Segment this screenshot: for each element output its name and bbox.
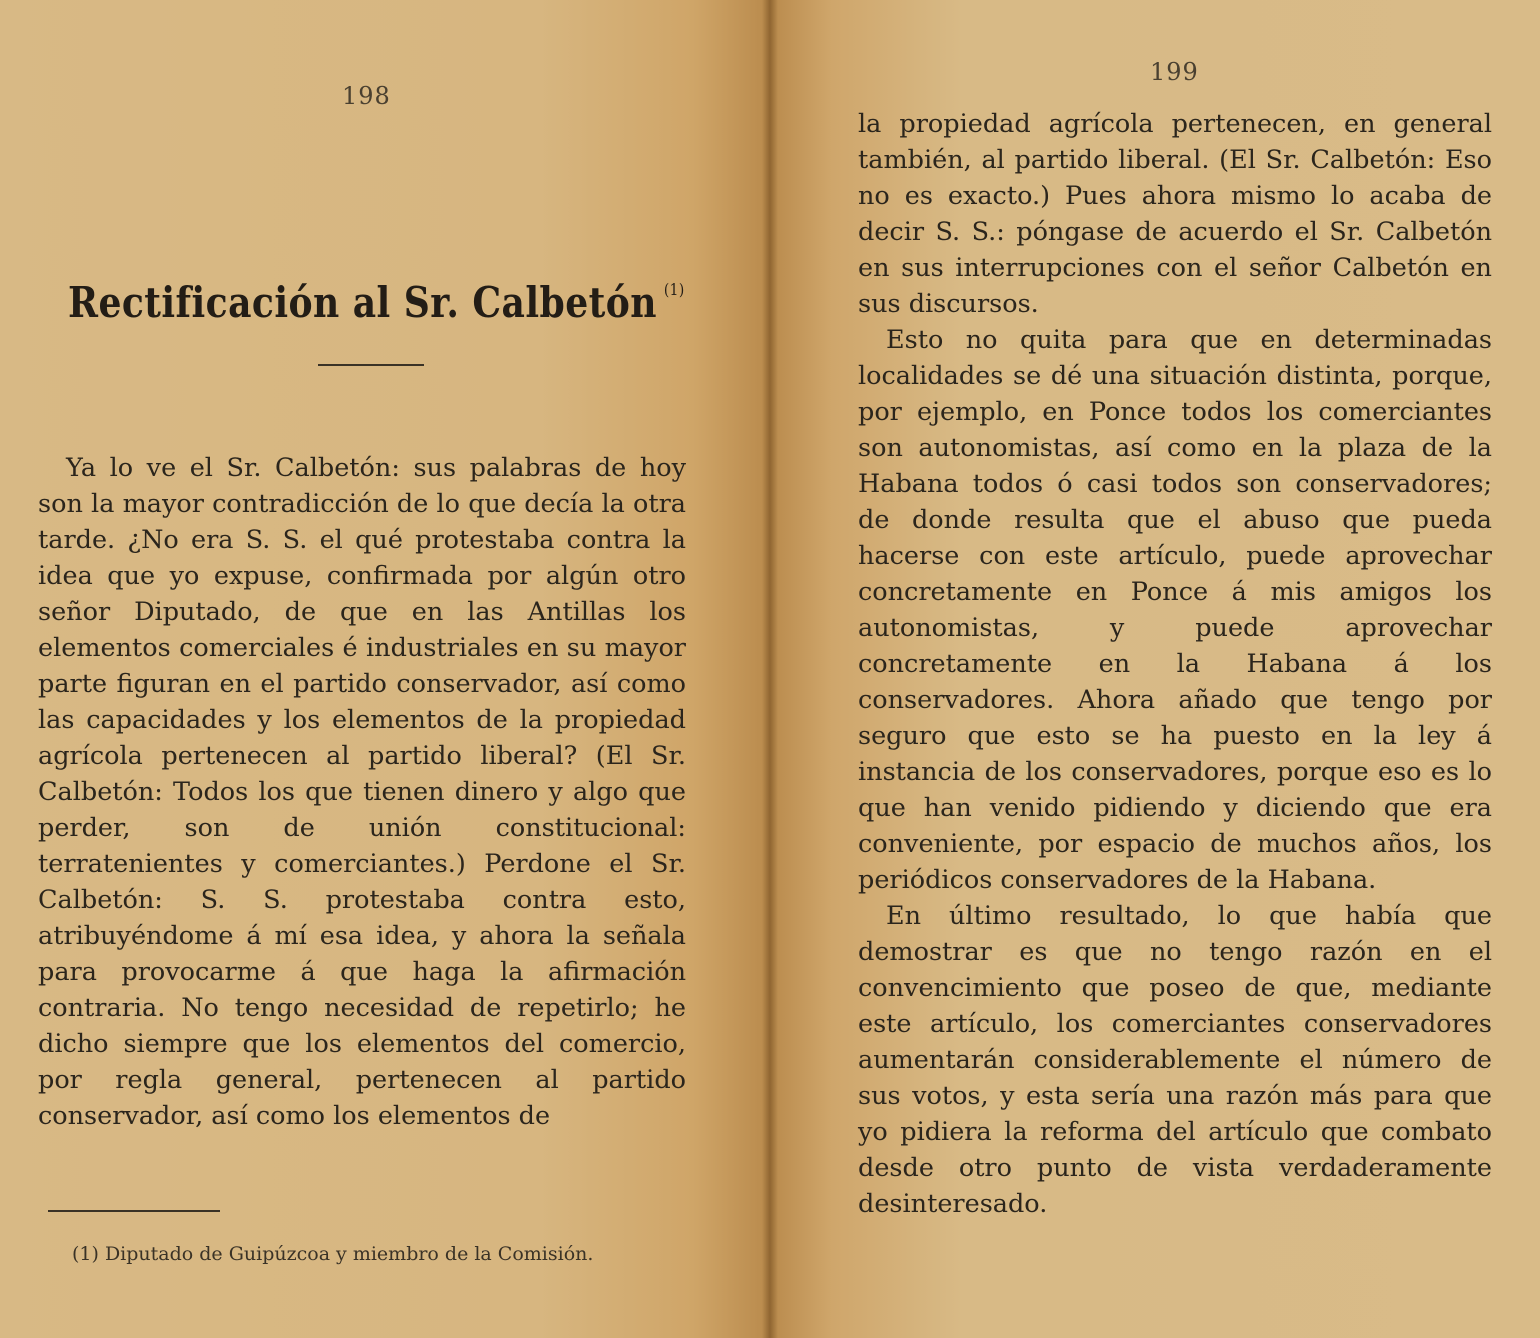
left-body-text [38,450,686,1134]
footnote-divider [48,1210,220,1212]
book-gutter [762,0,778,1338]
right-paragraph-1: la propiedad agrícola pertenecen, en general también, al partido liberal. (El Sr. Calbetón: Eso no es exacto.) Pues ahora mismo lo acaba de decir S. S.: póngase de acuerdo el Sr. Calbetón en sus interrupciones con el señor Calbetón en sus discursos. [858,109,1492,319]
chapter-title-text: Rectificación al Sr. Calbetón [68,278,657,327]
title-divider [318,364,424,366]
chapter-title [68,278,685,327]
left-paragraph-1: Ya lo ve el Sr. Calbetón: sus palabras de hoy son la mayor contradicción de lo que decía la otra tarde. ¿No era S. S. el qué protestaba contra la idea que yo expuse, confirmada por algún otro señor Diputado, de que en las Antillas los elementos comerciales é industriales en su mayor parte figuran en el partido conservador, así como las capacidades y los elementos de la propiedad agrícola pertenecen al partido liberal? (El Sr. Calbetón: Todos los que tienen dinero y algo que perder, son de unión constitucional: terratenientes y comerciantes.) Perdone el Sr. Calbetón: S. S. protestaba contra esto, atribuyéndome á mí esa idea, y ahora la señala para provocarme á que haga la afirmación contraria. No tengo necesidad de repetirlo; he dicho siempre que los elementos del comercio, por regla general, pertenecen al partido conservador, así como los elementos de [38,453,686,1131]
right-page [770,0,1540,1338]
right-paragraph-2: Esto no quita para que en determinadas localidades se dé una situación distinta, porque, por ejemplo, en Ponce todos los comerciantes son autonomistas, así como en la plaza de la Habana todos ó casi todos son conservadores; de donde resulta que el abuso que pueda hacerse con este artículo, puede aprovechar concretamente en Ponce á mis amigos los autonomistas, y puede aprovechar concretamente en la Habana á los conservadores. Ahora añado que tengo por seguro que esto se ha puesto en la ley á instancia de los conservadores, porque eso es lo que han venido pidiendo y diciendo que era conveniente, por espacio de muchos años, los periódicos conservadores de la Habana. [858,325,1492,895]
footnote: (1) Diputado de Guipúzcoa y miembro de la Comisión. [72,1243,594,1265]
right-paragraph-3: En último resultado, lo que había que demostrar es que no tengo razón en el convencimiento que poseo de que, mediante este artículo, los comerciantes conservadores aumentarán considerablemente el número de sus votos, y esta sería una razón más para que yo pidiera la reforma del artículo que combato desde otro punto de vista verdaderamente desinteresado. [858,901,1492,1219]
page-number-left: 198 [342,82,391,110]
page-number-right: 199 [1150,58,1199,86]
footnote-marker: (1) [663,280,685,299]
right-body-text [858,106,1492,1222]
